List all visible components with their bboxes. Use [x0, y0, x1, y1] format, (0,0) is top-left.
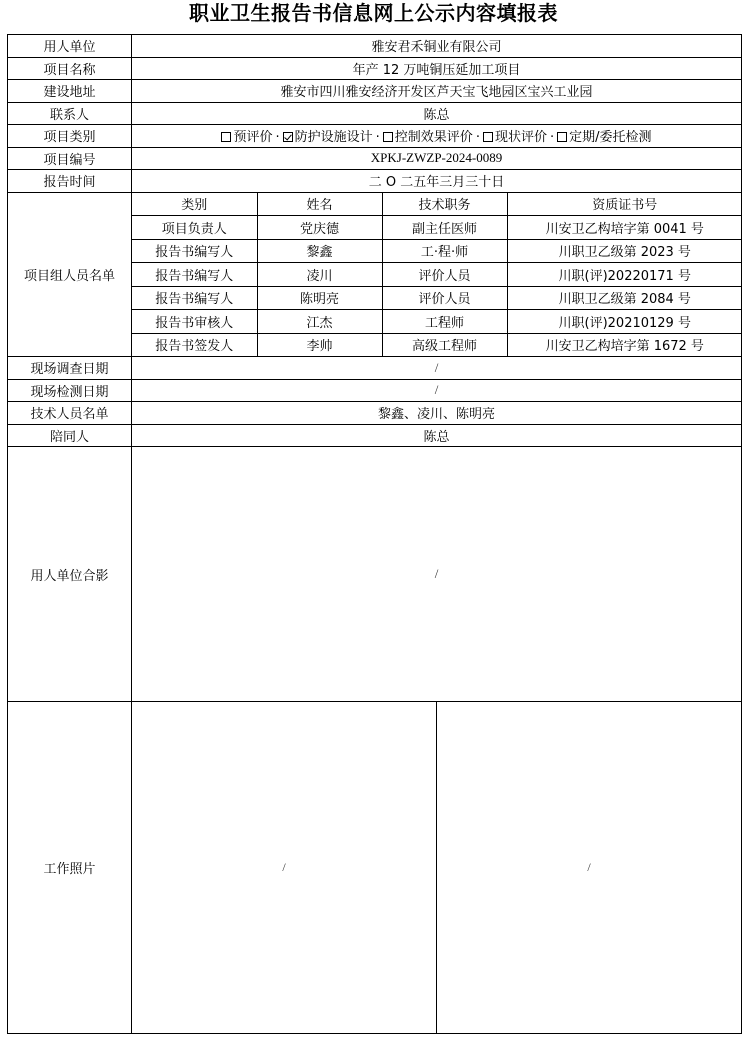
- member-title: 工·程·师: [382, 239, 507, 263]
- work-photos-cell: [132, 702, 742, 1034]
- contact-label: 联系人: [8, 102, 132, 125]
- option-protection-design-label: 防护设施设计: [294, 130, 373, 146]
- row-project-name: [8, 57, 742, 80]
- address-label: 建设地址: [8, 80, 132, 103]
- row-work-photos: [8, 702, 742, 1034]
- member-name: 江杰: [257, 310, 382, 334]
- report-time-value: 二 O 二五年三月三十日: [132, 170, 742, 193]
- member-title: 评价人员: [382, 286, 507, 310]
- project-type-label: 项目类别: [8, 125, 132, 148]
- accompanying-label: 陪同人: [8, 424, 132, 447]
- option-status-evaluation[interactable]: [483, 130, 547, 145]
- option-pre-evaluation[interactable]: [221, 130, 272, 145]
- option-control-effect-label: 控制效果评价: [394, 130, 473, 146]
- checkbox-status-evaluation[interactable]: [483, 132, 493, 142]
- member-role: 报告书编写人: [132, 239, 257, 263]
- team-row: [132, 286, 742, 310]
- member-role: 项目负责人: [132, 216, 257, 240]
- member-name: 陈明亮: [257, 286, 382, 310]
- checkbox-protection-design[interactable]: [283, 132, 293, 142]
- row-project-no: [8, 147, 742, 170]
- member-title: 工程师: [382, 310, 507, 334]
- team-label: 项目组人员名单: [8, 192, 132, 357]
- option-pre-evaluation-label: 预评价: [233, 130, 273, 146]
- member-role: 报告书签发人: [132, 333, 257, 356]
- team-header-title: 技术职务: [382, 193, 507, 216]
- group-photo-area: /: [132, 447, 742, 702]
- team-header-cert: 资质证书号: [507, 193, 742, 216]
- team-header-name: 姓名: [257, 193, 382, 216]
- project-no-value: XPKJ-ZWZP-2024-0089: [132, 147, 742, 170]
- checkbox-pre-evaluation[interactable]: [221, 132, 231, 142]
- member-name: 党庆德: [257, 216, 382, 240]
- checkbox-periodic-testing[interactable]: [557, 132, 567, 142]
- technicians-value: 黎鑫、凌川、陈明亮: [132, 402, 742, 425]
- employer-value: 雅安君禾铜业有限公司: [132, 35, 742, 58]
- member-cert: 川职(评)20210129 号: [507, 310, 742, 334]
- option-protection-design[interactable]: [283, 130, 373, 145]
- row-accompanying: [8, 424, 742, 447]
- member-name: 李帅: [257, 333, 382, 356]
- team-header-row: [132, 193, 742, 216]
- team-header-role: 类别: [132, 193, 257, 216]
- team-row: [132, 216, 742, 240]
- member-cert: 川职(评)20220171 号: [507, 263, 742, 287]
- team-row: [132, 239, 742, 263]
- form-title: 职业卫生报告书信息网上公示内容填报表: [189, 1, 558, 25]
- member-cert: 川职卫乙级第 2084 号: [507, 286, 742, 310]
- member-cert: 川安卫乙构培字第 0041 号: [507, 216, 742, 240]
- technicians-label: 技术人员名单: [8, 402, 132, 425]
- row-employer: [8, 35, 742, 58]
- project-name-label: 项目名称: [8, 57, 132, 80]
- member-name: 凌川: [257, 263, 382, 287]
- contact-value: 陈总: [132, 102, 742, 125]
- member-role: 报告书编写人: [132, 263, 257, 287]
- row-group-photo: [8, 447, 742, 702]
- team-row: [132, 333, 742, 356]
- member-name: 黎鑫: [257, 239, 382, 263]
- row-testing-date: [8, 379, 742, 402]
- team-row: [132, 310, 742, 334]
- work-photo-left: /: [132, 702, 437, 1033]
- member-cert: 川职卫乙级第 2023 号: [507, 239, 742, 263]
- team-table: [132, 193, 742, 357]
- address-value: 雅安市四川雅安经济开发区芦天宝飞地园区宝兴工业园: [132, 80, 742, 103]
- row-project-type: [8, 125, 742, 148]
- checkbox-control-effect[interactable]: [383, 132, 393, 142]
- work-photos-label: 工作照片: [8, 702, 132, 1034]
- member-title: 评价人员: [382, 263, 507, 287]
- report-time-label: 报告时间: [8, 170, 132, 193]
- team-table-cell: [132, 192, 742, 357]
- work-photo-right: /: [587, 860, 591, 874]
- member-role: 报告书审核人: [132, 310, 257, 334]
- option-periodic-testing[interactable]: [557, 130, 651, 145]
- survey-date-label: 现场调查日期: [8, 357, 132, 380]
- testing-date-value: /: [132, 379, 742, 402]
- option-status-evaluation-label: 现状评价: [494, 130, 547, 146]
- option-periodic-testing-label: 定期/委托检测: [569, 130, 652, 146]
- accompanying-value: 陈总: [132, 424, 742, 447]
- row-survey-date: [8, 357, 742, 380]
- employer-label: 用人单位: [8, 35, 132, 58]
- project-no-label: 项目编号: [8, 147, 132, 170]
- member-title: 高级工程师: [382, 333, 507, 356]
- row-team: [8, 192, 742, 357]
- member-role: 报告书编写人: [132, 286, 257, 310]
- row-contact: [8, 102, 742, 125]
- group-photo-label: 用人单位合影: [8, 447, 132, 702]
- option-control-effect[interactable]: [383, 130, 473, 145]
- team-row: [132, 263, 742, 287]
- project-name-value: 年产 12 万吨铜压延加工项目: [132, 57, 742, 80]
- testing-date-label: 现场检测日期: [8, 379, 132, 402]
- project-type-options: 预评价 · 防护设施设计 · 控制效果评价 · 现状评价 · 定期/委托检测: [132, 125, 742, 148]
- row-technicians: [8, 402, 742, 425]
- member-title: 副主任医师: [382, 216, 507, 240]
- row-address: [8, 80, 742, 103]
- member-cert: 川安卫乙构培字第 1672 号: [507, 333, 742, 356]
- row-report-time: [8, 170, 742, 193]
- survey-date-value: /: [132, 357, 742, 380]
- work-photos-split: [132, 702, 741, 1033]
- disclosure-form: [7, 34, 742, 1034]
